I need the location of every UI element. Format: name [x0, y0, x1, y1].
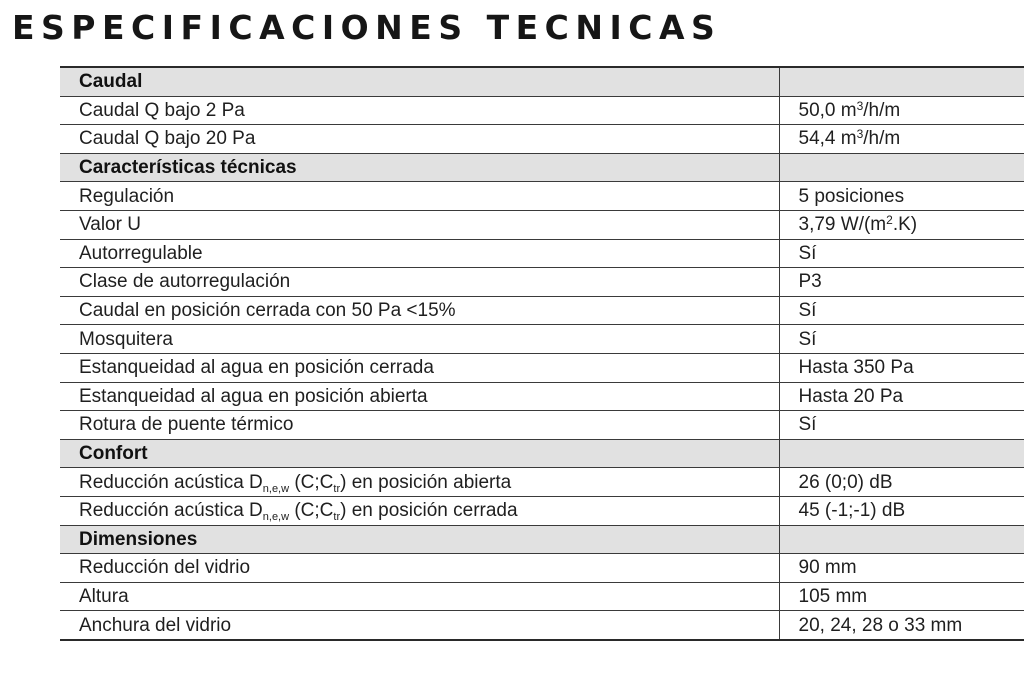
label-subscript: tr: [333, 511, 341, 524]
table-row: [60, 496, 1024, 525]
label-text: ) en posición cerrada: [340, 500, 518, 522]
row-label: Caudal Q bajo 2 Pa: [60, 96, 779, 125]
table-row: [60, 325, 1024, 354]
row-label: Caudal en posición cerrada con 50 Pa <15%: [60, 296, 779, 325]
row-value: [779, 125, 1024, 154]
row-value: 105 mm: [779, 582, 1024, 611]
table-row: [60, 210, 1024, 239]
section-header-caudal: [60, 67, 1024, 96]
table-row: [60, 268, 1024, 297]
row-value: [779, 96, 1024, 125]
row-label: Autorregulable: [60, 239, 779, 268]
row-label: Regulación: [60, 182, 779, 211]
row-value: 5 posiciones: [779, 182, 1024, 211]
table-row: [60, 554, 1024, 583]
section-header-caracteristicas: [60, 153, 1024, 182]
page-title: ESPECIFICACIONES TECNICAS: [12, 8, 722, 47]
value-number: 54,4 m: [798, 128, 857, 150]
label-text: ) en posición abierta: [340, 471, 512, 493]
table-row: [60, 582, 1024, 611]
row-value: P3: [779, 268, 1024, 297]
section-header-dimensiones: [60, 525, 1024, 554]
row-label: Anchura del vidrio: [60, 611, 779, 640]
row-value: 45 (-1;-1) dB: [779, 496, 1024, 525]
value-unit: /h/m: [863, 128, 901, 150]
label-text: Reducción acústica D: [79, 471, 263, 493]
row-label: Valor U: [60, 210, 779, 239]
row-value: Sí: [779, 411, 1024, 440]
row-label: Clase de autorregulación: [60, 268, 779, 297]
value-number: 50,0 m: [798, 99, 857, 121]
table-row: [60, 382, 1024, 411]
label-text: (C;C: [289, 471, 334, 493]
row-value: Hasta 350 Pa: [779, 353, 1024, 382]
label-text: (C;C: [289, 500, 334, 522]
section-heading: Características técnicas: [60, 153, 779, 182]
table-row: [60, 182, 1024, 211]
section-heading: Dimensiones: [60, 525, 779, 554]
value-superscript: 3: [856, 98, 864, 113]
section-heading-value: [779, 525, 1024, 554]
table-row: [60, 239, 1024, 268]
section-heading-value: [779, 67, 1024, 96]
table-row: [60, 468, 1024, 497]
label-text: Reducción acústica D: [79, 500, 263, 522]
section-header-confort: [60, 439, 1024, 468]
value-superscript: 3: [856, 127, 864, 142]
section-heading: Confort: [60, 439, 779, 468]
row-label: Caudal Q bajo 20 Pa: [60, 125, 779, 154]
value-number: 3,79 W/(m: [798, 214, 887, 236]
row-label: [60, 496, 779, 525]
row-label: Mosquitera: [60, 325, 779, 354]
value-unit: .K): [892, 214, 918, 236]
table-row: [60, 411, 1024, 440]
row-label: Rotura de puente térmico: [60, 411, 779, 440]
label-subscript: n,e,w: [262, 511, 290, 524]
value-unit: /h/m: [863, 99, 901, 121]
row-label: [60, 468, 779, 497]
table-row: [60, 296, 1024, 325]
row-value: 90 mm: [779, 554, 1024, 583]
label-subscript: tr: [333, 482, 341, 495]
section-heading-value: [779, 439, 1024, 468]
row-value: Hasta 20 Pa: [779, 382, 1024, 411]
row-value: Sí: [779, 239, 1024, 268]
section-heading-value: [779, 153, 1024, 182]
table-row: [60, 96, 1024, 125]
value-superscript: 2: [886, 213, 893, 228]
row-value: 26 (0;0) dB: [779, 468, 1024, 497]
table-row: [60, 125, 1024, 154]
spec-table: [60, 66, 1024, 641]
row-label: Estanqueidad al agua en posición abierta: [60, 382, 779, 411]
row-value: Sí: [779, 296, 1024, 325]
label-subscript: n,e,w: [262, 482, 290, 495]
row-label: Reducción del vidrio: [60, 554, 779, 583]
row-value: Sí: [779, 325, 1024, 354]
table-row: [60, 353, 1024, 382]
row-value: [779, 210, 1024, 239]
table-row: [60, 611, 1024, 640]
section-heading: Caudal: [60, 67, 779, 96]
row-label: Estanqueidad al agua en posición cerrada: [60, 353, 779, 382]
row-value: 20, 24, 28 o 33 mm: [779, 611, 1024, 640]
row-label: Altura: [60, 582, 779, 611]
